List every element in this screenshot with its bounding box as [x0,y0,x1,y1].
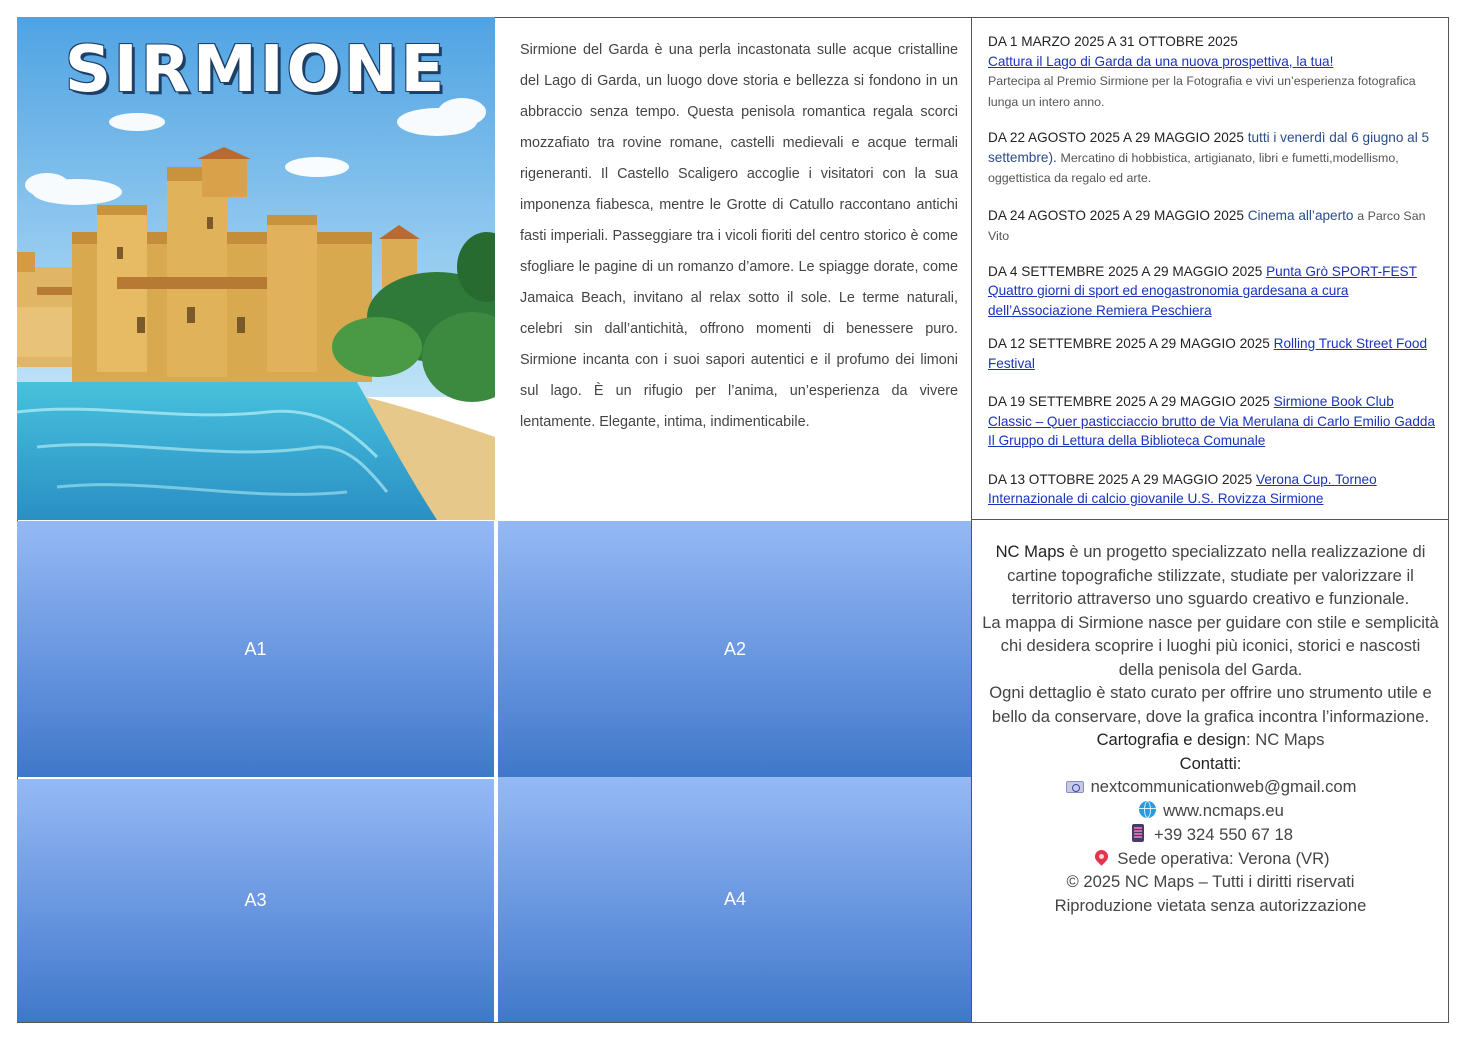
email-icon [1066,781,1084,793]
description-column [496,17,972,520]
event-link[interactable]: Sirmione Book Club Classic – Quer pasticciaccio brutto de Via Merulana di Carlo Emilio Gadda Il Gruppo di Lettura della Biblioteca Comunale [988,394,1436,448]
event-highlight: tutti i venerdì dal 6 giugno al 5 settembre). [988,130,1430,165]
description-text: Sirmione del Garda è una perla incastonata sulle acque cristalline del Lago di Garda, un luogo dove storia e bellezza si fondono in un abbraccio senza tempo. Questa penisola romantica regala scorci mozzafiato tra rovine romane, castelli medievali e acque termali rigeneranti. Il Castello Scaligero accoglie i visitatori con la sua imponenza fiabesca, mentre le Grotte di Catullo raccontano antichi fasti imperiali. Passeggiare tra i vicoli fioriti del centro storico è come sfogliare le pagine di un romanzo d’amore. Le spiagge dorate, come Jamaica Beach, invitano al relax sotto il sole. Le terme naturali, celebri sin dall’antichità, offrono momenti di benessere puro. Sirmione incanta con i suoi sapori autentici e il profumo dei limoni sul lago. È un rifugio per l’anima, un’esperienza da vivere lentamente. Elegante, intima, indimenticabile. [520,42,958,430]
credit-label: Cartografia e design [1096,730,1247,749]
office-text: Sede operativa: Verona (VR) [1117,848,1330,868]
event-item [988,32,1439,112]
location-pin-icon [1092,847,1110,865]
copyright: © 2025 NC Maps – Tutti i diritti riservati [1066,872,1355,891]
info-paragraph: La mappa di Sirmione nasce per guidare con stile e semplicità chi desidera scoprire i luoghi più iconici, storici e nascosti della penisola del Garda. [982,612,1439,679]
event-detail: Partecipa al Premio Sirmione per la Fotografia e vivi un’esperienza fotografica lunga un intero anno. [988,74,1416,109]
event-date: DA 1 MARZO 2025 A 31 OTTOBRE 2025 [988,34,1238,49]
contact-email[interactable] [982,775,1439,799]
contact-phone[interactable] [982,822,1439,847]
info-column [971,520,1449,1023]
website-text[interactable]: www.ncmaps.eu [1163,800,1284,820]
globe-icon [1139,801,1156,818]
credit-line: Cartografia e design: NC Maps [1096,730,1325,749]
event-date: DA 4 SETTEMBRE 2025 A 29 MAGGIO 2025 [988,263,1263,279]
event-link[interactable]: Verona Cup. Torneo Internazionale di calcio giovanile U.S. Rovizza Sirmione [988,471,1377,506]
event-highlight: Cinema all’aperto [1247,207,1354,223]
event-date: DA 19 SETTEMBRE 2025 A 29 MAGGIO 2025 [988,394,1270,409]
phone-text[interactable]: +39 324 550 67 18 [1154,825,1293,844]
map-panel-a3 [17,779,494,1022]
event-detail: Mercatino di hobbistica, artigianato, libri e fumetti,modellismo, oggettistica da regalo ed arte. [988,150,1399,185]
contact-website[interactable] [982,799,1439,823]
panel-label: A4 [723,889,747,909]
event-item [988,206,1439,247]
event-link[interactable]: Cattura il Lago di Garda da una nuova prospettiva, la tua! [988,53,1334,69]
contact-office [982,847,1439,871]
brand-name: NC Maps [995,542,1065,561]
map-panel-a2 [498,521,972,777]
event-item [988,334,1439,373]
event-date: DA 13 OTTOBRE 2025 A 29 MAGGIO 2025 [988,471,1253,487]
reproduction-notice: Riproduzione vietata senza autorizzazione [1054,895,1367,915]
event-date: DA 22 AGOSTO 2025 A 29 MAGGIO 2025 [988,130,1244,145]
event-link[interactable]: Rolling Truck Street Food Festival [988,336,1427,371]
event-date: DA 24 AGOSTO 2025 A 29 MAGGIO 2025 [988,207,1244,223]
events-column [971,17,1449,520]
map-panel-a4 [498,777,972,1022]
sirmione-poster [17,17,495,520]
intro-text: è un progetto specializzato nella realizzazione di cartine topografiche stilizzate, studiate per valorizzare il territorio attraverso uno sguardo creativo e funzionale. [1007,542,1426,608]
panel-label: A1 [244,638,267,659]
event-item [988,262,1439,321]
info-paragraph: Ogni dettaglio è stato curato per offrire uno strumento utile e bello da conservare, dove la grafica incontra l’informazione. [989,683,1432,726]
event-item [988,392,1439,451]
poster-title: SIRMIONE [64,33,448,107]
panel-label: A2 [723,638,747,659]
event-item [988,470,1439,509]
map-panel-a1 [17,521,494,777]
event-date: DA 12 SETTEMBRE 2025 A 29 MAGGIO 2025 [988,336,1270,351]
credit-value: NC Maps [1255,730,1325,749]
info-intro [982,540,1439,611]
event-item [988,128,1439,189]
panel-label: A3 [244,890,267,910]
event-detail: a Parco San Vito [988,208,1426,243]
contacts-label: Contatti: [1179,753,1242,773]
email-text[interactable]: nextcommunicationweb@gmail.com [1090,777,1357,796]
event-link[interactable]: Punta Grò SPORT-FEST Quattro giorni di sport ed enogastronomia gardesana a cura dell’Associazione Remiera Peschiera [988,263,1417,318]
phone-icon [1132,824,1144,842]
